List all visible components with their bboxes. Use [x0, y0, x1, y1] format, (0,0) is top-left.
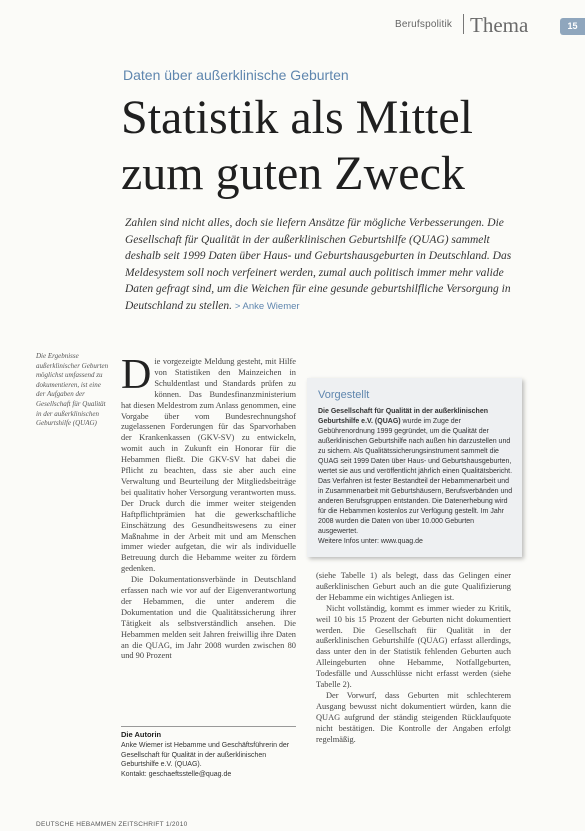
drop-cap: D	[121, 352, 152, 398]
body-paragraph: Der Vorwurf, dass Geburten mit schlechterem Ausgang bewusst nicht dokumentiert würden, kann die QUAG aufgrund der ständig steigenden Rücklaufquote nicht bestätigen. Die Kontrolle der Angaben erfolgt regelmäßig.	[316, 690, 511, 744]
info-box-bold-lead: Die Gesellschaft für Qualität in der außerklinischen Geburtshilfe e.V. (QUAG)	[318, 408, 488, 425]
body-column-1	[121, 352, 296, 662]
header-divider	[463, 14, 464, 34]
body-paragraph	[121, 352, 296, 575]
info-box-body: wurde im Zuge der Gebührenordnung 1999 gegründet, um die Qualität der außerklinischen Geburtshilfe nach außen hin darzustellen und zu sichern. Als Qualitätssicherungsinstrument sammelt die QUAG seit 1999 Daten über Haus- und Geburtshausgeburten, wertet sie aus und veröffentlicht jährlich einen Qualitätsbericht. Das Verfahren ist fester Bestandteil der Hebammenarbeit und in Zusammenarbeit mit Geburtshäusern, Berufsverbänden und anderen Berufsgruppen entstanden. Die Datenerhebung wird für die Hebammen kostenlos zur Verfügung gestellt. Im Jahr 2008 wurden die Daten von über 10.000 Geburten ausgewertet.	[318, 418, 513, 535]
body-paragraph: Nicht vollständig, kommt es immer wieder zu Kritik, weil 10 bis 15 Prozent der Geburten nicht dokumentiert werden. Die Gesellschaft für Qualität in der außerklinischen Geburtshilfe (QUAG) erfasst allerdings, dass unter den in der Statistik fehlenden Geburten auch Alleingeburten ohne Hebamme, Notfallgeburten, Todesfälle und Ausschlüsse nicht erfasst werden (siehe Tabelle 2).	[316, 603, 511, 690]
bio-divider	[121, 726, 296, 727]
section-label: Berufspolitik	[395, 19, 453, 30]
body-paragraph: Die Dokumentationsverbände in Deutschland erfassen nach wie vor auf der Eigenverantwortung der Hebammen, die unter anderem die Dokumentation und die Qualitätssicherung ihrer Tätigkeit als selbstverständlich ansehen. Die Hebammen melden seit Jahren freiwillig ihre Daten an die QUAG, im Jahr 2008 wurden zwischen 80 und 90 Prozent	[121, 575, 296, 661]
bio-text	[121, 741, 296, 779]
info-box-title: Vorgestellt	[318, 389, 370, 401]
info-box-web: Weitere Infos unter: www.quag.de	[318, 538, 423, 545]
bio-contact: Kontakt: geschaeftsstelle@quag.de	[121, 770, 232, 778]
page-number-badge: 15	[560, 18, 585, 35]
article-lead	[125, 215, 515, 315]
body-paragraph: (siehe Tabelle 1) als belegt, dass das Gelingen einer außerklinischen Geburt auch an die gute Qualifizierung der Hebamme ein wichtiges Anliegen ist.	[316, 571, 511, 602]
article-headline: Statistik als Mittel zum guten Zweck	[121, 91, 474, 200]
paragraph-text: ie vorgezeigte Meldung gesteht, mit Hilfe von Statistiken den Mainzeichen in Schuldentlast und Standards prüfen zu können. Das Bundesfinanzministerium hat diesen Meldestrom zum Anlass genommen, eine Vorgabe über vom Bundesrechnungshof zugelassenen Forderungen für das Sparvorhaben der Krankenkassen (GKV-SV) zu entwickeln, womit auch in Zukunft ein Honorar für die Hebammen fließt. Die GKV-SV hat dabei die Pflicht zu beachten, dass sie aber auch eine Verwaltung und Beurteilung der Mitgliedsbeiträge bei qualitativ hoher Versorgung verantworten muss. Der Druck durch die immer weiter steigenden Haftpflichtprämien hat die gewerkschaftliche Einschätzung des Gesundheitswesens zu einer Maßnahme in der Arbeit mit und am Menschen immer wieder aufgetan, die wir als individuelle Betreuung durch die Hebamme weiter zu fördern gedenken.	[121, 357, 296, 574]
info-box-text	[318, 407, 516, 547]
bio-body: Anke Wiemer ist Hebamme und Geschäftsführerin der Gesellschaft für Qualität in der außerklinischen Geburtshilfe e.V. (QUAG).	[121, 742, 290, 768]
page-footer: DEUTSCHE HEBAMMEN ZEITSCHRIFT 1/2010	[36, 821, 188, 828]
rubric-title: Thema	[470, 13, 529, 37]
bio-title: Die Autorin	[121, 730, 162, 739]
lead-author: > Anke Wiemer	[234, 300, 300, 312]
image-caption: Die Ergebnisse außerklinischer Geburten möglichst umfassend zu dokumentieren, ist eine der Aufgaben der Gesellschaft für Qualität in der außerklinischen Geburtshilfe (QUAG)	[36, 352, 109, 428]
lead-text: Zahlen sind nicht alles, doch sie liefern Ansätze für mögliche Verbesserungen. Die Gesellschaft für Qualität in der außerklinischen Geburtshilfe (QUAG) sammelt deshalb seit 1999 Daten über Haus- und Geburtshausgeburten in Deutschland. Das Meldesystem soll noch verfeinert werden, zumal auch politisch immer mehr valide Daten gefragt sind, um die Weichen für eine gesunde geburtshilfliche Versorgung in Deutschland zu stellen.	[125, 217, 512, 312]
article-kicker: Daten über außerklinische Geburten	[123, 67, 349, 83]
body-column-2	[316, 571, 511, 746]
